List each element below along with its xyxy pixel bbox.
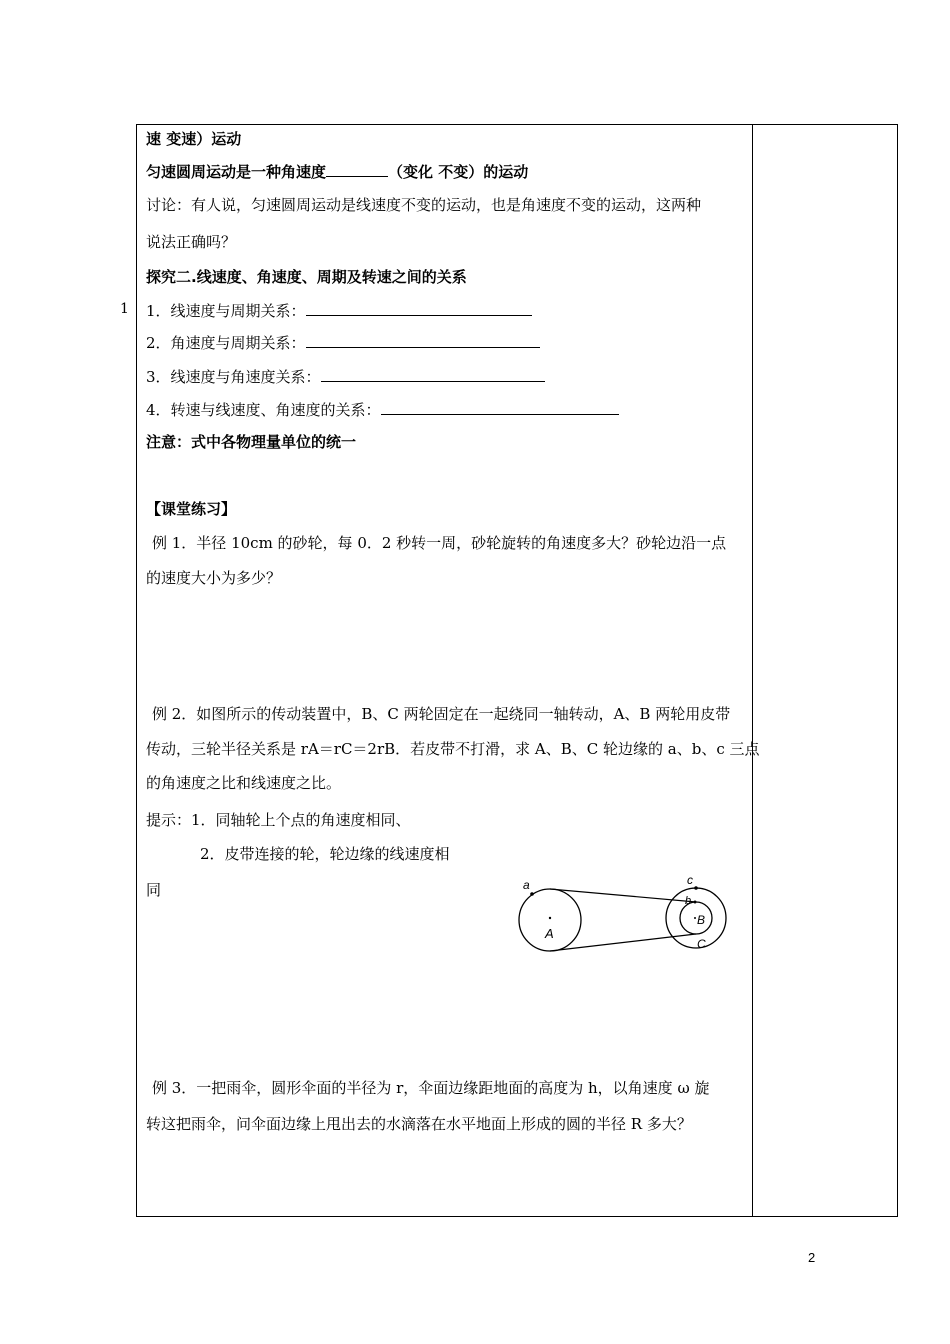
example-2-line-3: 的角速度之比和线速度之比。: [146, 774, 342, 792]
question-1-label: 1．线速度与周期关系：: [146, 302, 306, 320]
example-3-line-1: 例 3．一把雨伞，圆形伞面的半径为 r，伞面边缘距地面的高度为 h，以角速度 ω 旋: [152, 1079, 710, 1097]
practice-heading: 【课堂练习】: [146, 500, 237, 518]
question-1: [146, 301, 532, 321]
page-number: 2: [808, 1250, 816, 1265]
section-heading-2: 探究二.线速度、角速度、周期及转速之间的关系: [146, 268, 467, 286]
point-c: [694, 886, 698, 890]
text-line-3: 讨论：有人说，匀速圆周运动是线速度不变的运动，也是角速度不变的运动，这两种: [146, 196, 702, 214]
hint-line-1: 提示：1．同轴轮上个点的角速度相同、: [146, 811, 411, 829]
point-b: [694, 901, 697, 904]
fill-blank-5[interactable]: [381, 400, 619, 415]
text-line-1: 速 变速）运动: [146, 130, 242, 148]
pulley-diagram: [505, 870, 745, 970]
table-frame: [136, 124, 898, 1217]
example-2-line-2: 传动，三轮半径关系是 rA＝rC＝2rB．若皮带不打滑，求 A、B、C 轮边缘的 a、b、c 三点: [146, 740, 760, 758]
example-2-line-1: 例 2．如图所示的传动装置中，B、C 两轮固定在一起绕同一轴转动，A、B 两轮用皮带: [152, 705, 731, 723]
label-b: b: [685, 895, 692, 907]
text-line-4: 说法正确吗？: [146, 233, 237, 251]
label-c: c: [687, 873, 693, 887]
fill-blank-4[interactable]: [321, 367, 545, 382]
example-1-line-2: 的速度大小为多少？: [146, 569, 282, 587]
note-line: 注意：式中各物理量单位的统一: [146, 433, 357, 451]
label-A: A: [545, 926, 554, 941]
text-line-2: [146, 162, 528, 182]
fill-blank-2[interactable]: [306, 301, 532, 316]
fill-blank-3[interactable]: [306, 333, 540, 348]
wheel-A: [519, 889, 581, 951]
question-3: [146, 367, 545, 387]
text-line-2a: 匀速圆周运动是一种角速度: [146, 163, 327, 181]
hint-line-3: 同: [146, 881, 162, 899]
fill-blank-1[interactable]: [326, 162, 388, 177]
margin-mark: 1: [120, 301, 129, 317]
axle-B: [694, 917, 696, 919]
example-3-line-2: 转这把雨伞，问伞面边缘上甩出去的水滴落在水平地面上形成的圆的半径 R 多大？: [146, 1115, 692, 1133]
question-4-label: 4．转速与线速度、角速度的关系：: [146, 401, 381, 419]
example-1-line-1: 例 1．半径 10cm 的砂轮，每 0．2 秒转一周，砂轮旋转的角速度多大？砂轮边沿一点: [152, 534, 727, 552]
question-4: [146, 400, 619, 420]
hint-line-2: 2．皮带连接的轮，轮边缘的线速度相: [200, 845, 450, 863]
question-3-label: 3．线速度与角速度关系：: [146, 368, 321, 386]
axle-A: [549, 917, 551, 919]
label-C: C: [697, 937, 706, 951]
label-a: a: [523, 878, 530, 892]
point-a: [530, 892, 534, 896]
belt-top: [550, 889, 696, 902]
label-B: B: [697, 913, 706, 927]
question-2: [146, 333, 540, 353]
column-divider: [752, 124, 753, 1217]
text-line-2b: （变化 不变）的运动: [388, 163, 529, 181]
question-2-label: 2．角速度与周期关系：: [146, 334, 306, 352]
